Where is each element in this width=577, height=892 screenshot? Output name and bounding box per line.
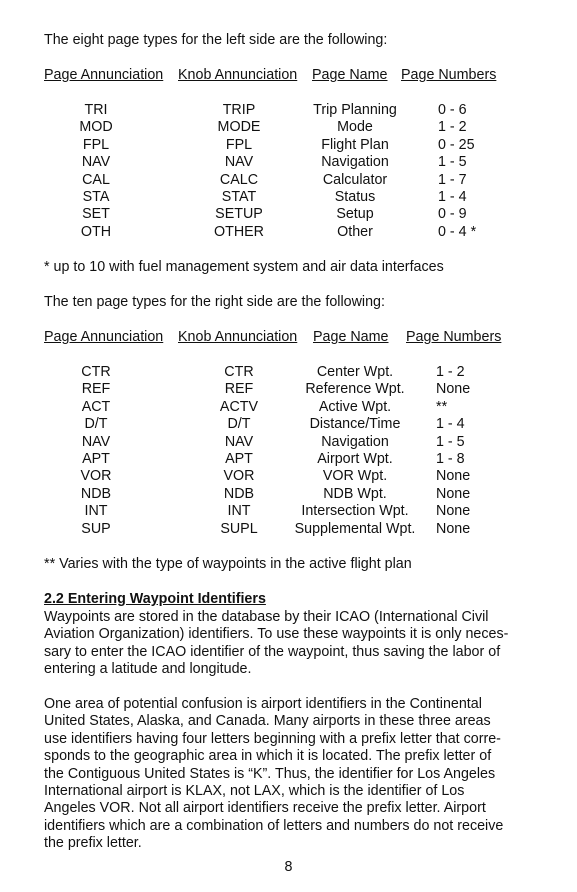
page-annunciation-cell: TRI	[84, 102, 108, 118]
page-annunciation-cell: NAV	[81, 154, 111, 171]
page-annunciation-cell: MOD	[79, 119, 113, 136]
paragraph-line: Aviation Organization) identifiers. To use these waypoints it is only neces-	[44, 626, 509, 643]
page-numbers-cell: 0 - 25	[438, 136, 475, 153]
page-name-cell: Flight Plan	[321, 136, 389, 153]
page-numbers-cell: 1 - 2	[436, 364, 465, 380]
page-annunciation-cell: REF	[81, 381, 111, 398]
page-name-cell: Trip Planning	[313, 102, 397, 118]
page-annunciation-cell: CAL	[82, 171, 110, 188]
knob-annunciation-cell: D/T	[227, 416, 251, 433]
knob-annunciation-cell: INT	[227, 503, 251, 520]
page-annunciation-cell: OTH	[80, 223, 112, 240]
paragraph-line: International airport is KLAX, not LAX, which is the identifier of Los	[44, 783, 465, 800]
page-annunciation-cell: ACT	[81, 398, 111, 415]
knob-annunciation-cell: NAV	[224, 433, 254, 450]
page-numbers-cell: 1 - 5	[438, 154, 467, 171]
left-header-page-numbers: Page Numbers	[401, 67, 497, 83]
page-annunciation-cell: STA	[82, 189, 110, 205]
knob-annunciation-cell: MODE	[217, 119, 261, 136]
page-name-cell: Airport Wpt.	[317, 451, 393, 467]
page-name-cell: Supplemental Wpt.	[294, 520, 416, 537]
page-number: 8	[284, 859, 293, 875]
page-name-cell: Distance/Time	[309, 416, 401, 433]
page-name-cell: Navigation	[321, 433, 389, 450]
page-numbers-cell: 1 - 7	[438, 171, 467, 188]
knob-annunciation-cell: STAT	[221, 189, 257, 205]
page-numbers-cell: 1 - 4	[436, 416, 465, 433]
page-name-cell: Setup	[336, 206, 374, 223]
knob-annunciation-cell: SUPL	[220, 520, 258, 537]
paragraph-line: One area of potential confusion is airport identifiers in the Continental	[44, 696, 482, 712]
page-annunciation-cell: D/T	[84, 416, 108, 433]
paragraph-line: identifiers which are a combination of letters and numbers do not receive	[44, 817, 504, 834]
paragraph-airport-identifiers	[44, 696, 544, 853]
knob-annunciation-cell: ACTV	[219, 398, 259, 415]
page-name-cell: VOR Wpt.	[322, 468, 388, 485]
paragraph-line: the Contiguous United States is “K”. Thus, the identifier for Los Angeles	[44, 765, 496, 782]
page-name-cell: Mode	[337, 119, 373, 136]
knob-annunciation-cell: NDB	[223, 485, 255, 502]
left-header-page-name: Page Name	[312, 67, 388, 83]
right-header-knob-annunciation: Knob Annunciation	[178, 329, 298, 345]
page-name-cell: Status	[334, 189, 376, 205]
page-numbers-cell: None	[436, 520, 471, 537]
knob-annunciation-cell: FPL	[225, 136, 253, 153]
paragraph-line: use identifiers having four letters beginning with a prefix letter that corre-	[44, 730, 501, 747]
knob-annunciation-cell: VOR	[223, 468, 255, 485]
page-name-cell: Center Wpt.	[316, 364, 394, 380]
paragraph-line: Waypoints are stored in the database by their ICAO (International Civil	[44, 609, 489, 625]
page-numbers-cell: 1 - 8	[436, 451, 465, 467]
page-numbers-cell: 1 - 5	[436, 433, 465, 450]
page-name-cell: Intersection Wpt.	[301, 503, 409, 520]
left-header-knob-annunciation: Knob Annunciation	[178, 67, 298, 83]
page-numbers-cell: None	[436, 381, 471, 398]
page-annunciation-cell: CTR	[81, 364, 111, 380]
knob-annunciation-cell: CALC	[219, 171, 259, 188]
page-name-cell: NDB Wpt.	[323, 485, 387, 502]
paragraph-line: entering a latitude and longitude.	[44, 661, 252, 678]
knob-annunciation-cell: NAV	[224, 154, 254, 171]
page-numbers-cell: 1 - 2	[438, 119, 467, 136]
page-annunciation-cell: SUP	[81, 520, 111, 537]
page-numbers-cell: None	[436, 485, 471, 502]
intro-left: The eight page types for the left side are the following:	[44, 32, 388, 48]
page-name-cell: Navigation	[321, 154, 389, 171]
page-numbers-cell: 0 - 4 *	[438, 223, 477, 240]
footnote-right: ** Varies with the type of waypoints in the active flight plan	[44, 556, 412, 572]
page-annunciation-cell: APT	[82, 451, 110, 467]
page-numbers-cell: 1 - 4	[438, 189, 467, 205]
page-name-cell: Reference Wpt.	[305, 381, 405, 398]
knob-annunciation-cell: APT	[225, 451, 253, 467]
right-header-page-annunciation: Page Annunciation	[44, 329, 164, 345]
paragraph-line: United States, Alaska, and Canada. Many airports in these three areas	[44, 713, 491, 730]
left-header-page-annunciation: Page Annunciation	[44, 67, 164, 83]
page-annunciation-cell: NAV	[81, 433, 111, 450]
right-header-page-numbers: Page Numbers	[406, 329, 502, 345]
page-numbers-cell: None	[436, 468, 471, 485]
paragraph-waypoints	[44, 609, 544, 679]
page-annunciation-cell: VOR	[80, 468, 112, 485]
page-annunciation-cell: NDB	[80, 485, 112, 502]
page-annunciation-cell: INT	[84, 503, 108, 520]
page-name-cell: Active Wpt.	[318, 398, 392, 415]
right-header-page-name: Page Name	[313, 329, 389, 345]
paragraph-line: Angeles VOR. Not all airport identifiers receive the prefix letter. Airport	[44, 800, 486, 817]
page-name-cell: Calculator	[322, 171, 388, 188]
knob-annunciation-cell: CTR	[224, 364, 254, 380]
page-numbers-cell: None	[436, 503, 471, 520]
page-numbers-cell: **	[436, 398, 448, 415]
knob-annunciation-cell: TRIP	[222, 102, 256, 118]
page-name-cell: Other	[337, 223, 373, 240]
knob-annunciation-cell: OTHER	[213, 223, 265, 240]
section-heading: 2.2 Entering Waypoint Identifiers	[44, 591, 266, 607]
paragraph-line: sary to enter the ICAO identifier of the waypoint, thus saving the labor of	[44, 643, 501, 660]
paragraph-line: sponds to the geographic area in which it is located. The prefix letter of	[44, 748, 492, 765]
page-annunciation-cell: FPL	[82, 136, 110, 153]
intro-right: The ten page types for the right side are the following:	[44, 294, 385, 310]
page-annunciation-cell: SET	[82, 206, 110, 223]
paragraph-line: the prefix letter.	[44, 835, 142, 852]
knob-annunciation-cell: SETUP	[215, 206, 263, 223]
footnote-left: * up to 10 with fuel management system and air data interfaces	[44, 259, 444, 275]
knob-annunciation-cell: REF	[224, 381, 254, 398]
page-numbers-cell: 0 - 6	[438, 102, 467, 118]
page-numbers-cell: 0 - 9	[438, 206, 467, 223]
